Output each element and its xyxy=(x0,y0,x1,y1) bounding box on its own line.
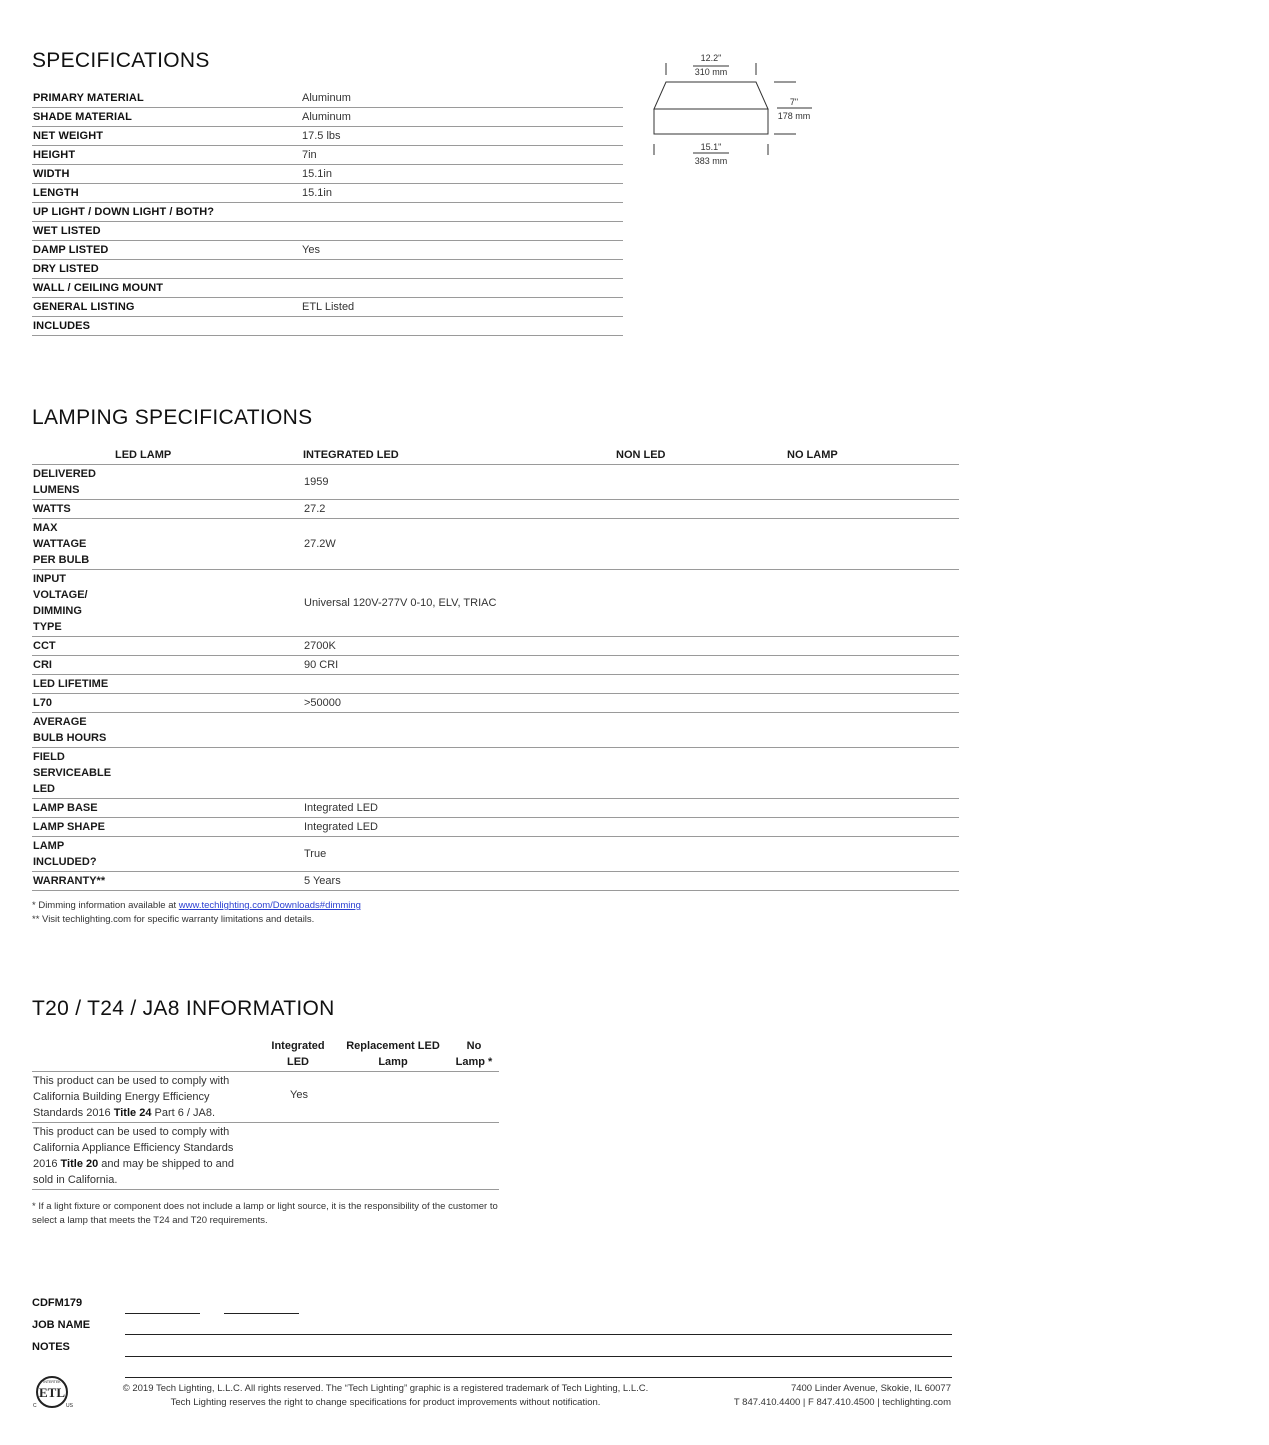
specifications-title: SPECIFICATIONS xyxy=(32,49,210,72)
lamping-label: FIELD SERVICEABLE LED xyxy=(33,751,112,795)
qty-field-line[interactable] xyxy=(224,1313,299,1314)
lamping-row xyxy=(32,872,959,891)
etl-intertek: INTERTEK xyxy=(43,1380,61,1384)
lamping-title: LAMPING SPECIFICATIONS xyxy=(32,406,313,429)
dimming-note xyxy=(32,900,361,911)
col-led-lamp: LED LAMP xyxy=(115,449,172,461)
spec-row xyxy=(32,317,623,336)
col-non-led: NON LED xyxy=(616,449,666,461)
t20-row-title24 xyxy=(32,1073,499,1123)
lamping-row xyxy=(32,799,959,818)
spec-row xyxy=(32,298,623,317)
etl-canada-mark: C xyxy=(33,1403,37,1409)
lamping-row xyxy=(32,748,959,799)
spec-row xyxy=(32,165,623,184)
lamping-value: 90 CRI xyxy=(304,659,339,671)
dimming-link[interactable]: www.techlighting.com/Downloads#dimming xyxy=(178,900,361,911)
spec-row xyxy=(32,184,623,203)
footer-contact xyxy=(690,1382,951,1410)
lamping-label: LAMP INCLUDED? xyxy=(33,840,97,868)
height-mm: 178 mm xyxy=(777,111,811,121)
spec-label: INCLUDES xyxy=(33,320,91,332)
t20-row-title24-text: This product can be used to comply with California Building Energy Efficiency Standards 2016 Title 24 Part 6 / JA8. xyxy=(33,1075,230,1119)
lamping-label: DELIVERED LUMENS xyxy=(33,468,96,496)
spec-row xyxy=(32,127,623,146)
spec-value: Yes xyxy=(302,244,320,256)
lamping-row xyxy=(32,465,959,500)
spec-label: WET LISTED xyxy=(33,225,101,237)
lamping-label: LAMP SHAPE xyxy=(33,821,105,833)
footer-copyright: © 2019 Tech Lighting, L.L.C. All rights reserved. The “Tech Lighting” graphic is a registered trademark of Tech Lighting, L.L.C. Tech Lighting reserves the right to change specifications for product improvements without notification. xyxy=(122,1383,649,1408)
spec-value: 17.5 lbs xyxy=(302,130,341,142)
lamping-label: AVERAGE BULB HOURS xyxy=(33,716,107,744)
top-width-inches: 12.2" xyxy=(700,53,722,63)
spec-row xyxy=(32,146,623,165)
specifications-table xyxy=(32,89,623,336)
dimming-note-text: * Dimming information available at xyxy=(32,900,179,911)
dimension-diagram xyxy=(640,45,830,175)
t20-row-title20 xyxy=(32,1124,499,1190)
notes-field[interactable] xyxy=(125,1356,952,1357)
etl-listed-logo xyxy=(30,1374,76,1412)
lamping-label: WATTS xyxy=(33,503,71,515)
fixture-shade-outline xyxy=(654,82,768,109)
spec-row xyxy=(32,108,623,127)
spec-label: LENGTH xyxy=(33,187,79,199)
spec-value: 7in xyxy=(302,149,317,161)
spec-value: Aluminum xyxy=(302,111,351,123)
etl-mark: ETL xyxy=(38,1385,66,1400)
spec-label: DRY LISTED xyxy=(33,263,99,275)
top-width-mm: 310 mm xyxy=(694,67,728,77)
lamping-value: Integrated LED xyxy=(304,802,378,814)
lamping-row xyxy=(32,675,959,694)
lamping-label: WARRANTY** xyxy=(33,875,106,887)
notes-label: NOTES xyxy=(32,1341,70,1353)
notes-field-2[interactable] xyxy=(125,1377,952,1378)
spec-row xyxy=(32,222,623,241)
t20-header-row xyxy=(32,1038,499,1072)
lamping-label: INPUT VOLTAGE/ DIMMING TYPE xyxy=(33,573,88,633)
t20-row-title20-text: This product can be used to comply with California Appliance Efficiency Standards 2016 Title 20 and may be shipped to and sold in California. xyxy=(33,1126,235,1186)
t20-title: T20 / T24 / JA8 INFORMATION xyxy=(32,997,335,1020)
lamping-label: L70 xyxy=(33,697,52,709)
product-code: CDFM179 xyxy=(32,1297,83,1309)
lamping-label: MAX WATTAGE PER BULB xyxy=(33,522,90,566)
spec-row xyxy=(32,279,623,298)
lamping-value: >50000 xyxy=(304,697,342,709)
spec-row xyxy=(32,89,623,108)
lamping-label: LAMP BASE xyxy=(33,802,98,814)
footer-phone: T 847.410.4400 | F 847.410.4500 | techlighting.com xyxy=(733,1397,951,1408)
t20-col-integrated-led: Integrated LED xyxy=(271,1040,325,1068)
lamping-value: 27.2 xyxy=(304,503,326,515)
col-integrated-led: INTEGRATED LED xyxy=(303,449,399,461)
job-name-field[interactable] xyxy=(125,1334,952,1335)
lamping-row xyxy=(32,818,959,837)
t20-footnote: * If a light fixture or component does not include a lamp or light source, it is the responsibility of the customer to select a lamp that meets the T24 and T20 requirements. xyxy=(32,1201,498,1226)
spec-label: UP LIGHT / DOWN LIGHT / BOTH? xyxy=(33,206,215,218)
bottom-width-inches: 15.1" xyxy=(700,142,722,152)
spec-value: 15.1in xyxy=(302,187,332,199)
lamping-table xyxy=(32,465,959,891)
spec-value: 15.1in xyxy=(302,168,332,180)
lamping-label: LED LIFETIME xyxy=(33,678,109,690)
lamping-value: 1959 xyxy=(304,476,329,488)
lamping-row xyxy=(32,500,959,519)
spec-label: WIDTH xyxy=(33,168,70,180)
lamping-value: 27.2W xyxy=(304,538,336,550)
t20-col-replacement-lamp: Replacement LED Lamp xyxy=(346,1040,440,1068)
spec-label: NET WEIGHT xyxy=(33,130,104,142)
lamping-row xyxy=(32,637,959,656)
lamping-row xyxy=(32,519,959,570)
spec-label: WALL / CEILING MOUNT xyxy=(33,282,164,294)
etl-us-mark: US xyxy=(66,1403,73,1409)
lamping-row xyxy=(32,570,959,637)
lamping-value: 2700K xyxy=(304,640,336,652)
spec-label: SHADE MATERIAL xyxy=(33,111,132,123)
t20-col-no-lamp: No Lamp * xyxy=(455,1040,493,1068)
footer-address: 7400 Linder Avenue, Skokie, IL 60077 xyxy=(790,1383,951,1394)
spec-row xyxy=(32,260,623,279)
lamping-label: CRI xyxy=(33,659,52,671)
lamping-value: True xyxy=(304,848,327,860)
bottom-width-mm: 383 mm xyxy=(694,156,728,166)
lamping-header-row xyxy=(32,447,959,465)
type-field-line[interactable] xyxy=(125,1313,200,1314)
spec-label: GENERAL LISTING xyxy=(33,301,135,313)
spec-label: DAMP LISTED xyxy=(33,244,109,256)
job-name-label: JOB NAME xyxy=(32,1319,91,1331)
lamping-label: CCT xyxy=(33,640,56,652)
spec-label: PRIMARY MATERIAL xyxy=(33,92,144,104)
lamping-row xyxy=(32,656,959,675)
spec-label: HEIGHT xyxy=(33,149,76,161)
lamping-row xyxy=(32,837,959,872)
spec-value: ETL Listed xyxy=(302,301,355,313)
col-no-lamp: NO LAMP xyxy=(787,449,838,461)
lamping-value: Universal 120V-277V 0-10, ELV, TRIAC xyxy=(304,597,497,609)
lamping-row xyxy=(32,694,959,713)
fixture-body-outline xyxy=(654,109,768,134)
lamping-value: Integrated LED xyxy=(304,821,378,833)
height-inches: 7" xyxy=(789,97,799,107)
lamping-value: 5 Years xyxy=(304,875,341,887)
spec-row xyxy=(32,241,623,260)
spec-row xyxy=(32,203,623,222)
lamping-row xyxy=(32,713,959,748)
t20-row-title24-value: Yes xyxy=(290,1089,308,1101)
warranty-note: ** Visit techlighting.com for specific warranty limitations and details. xyxy=(32,914,315,925)
spec-value: Aluminum xyxy=(302,92,351,104)
